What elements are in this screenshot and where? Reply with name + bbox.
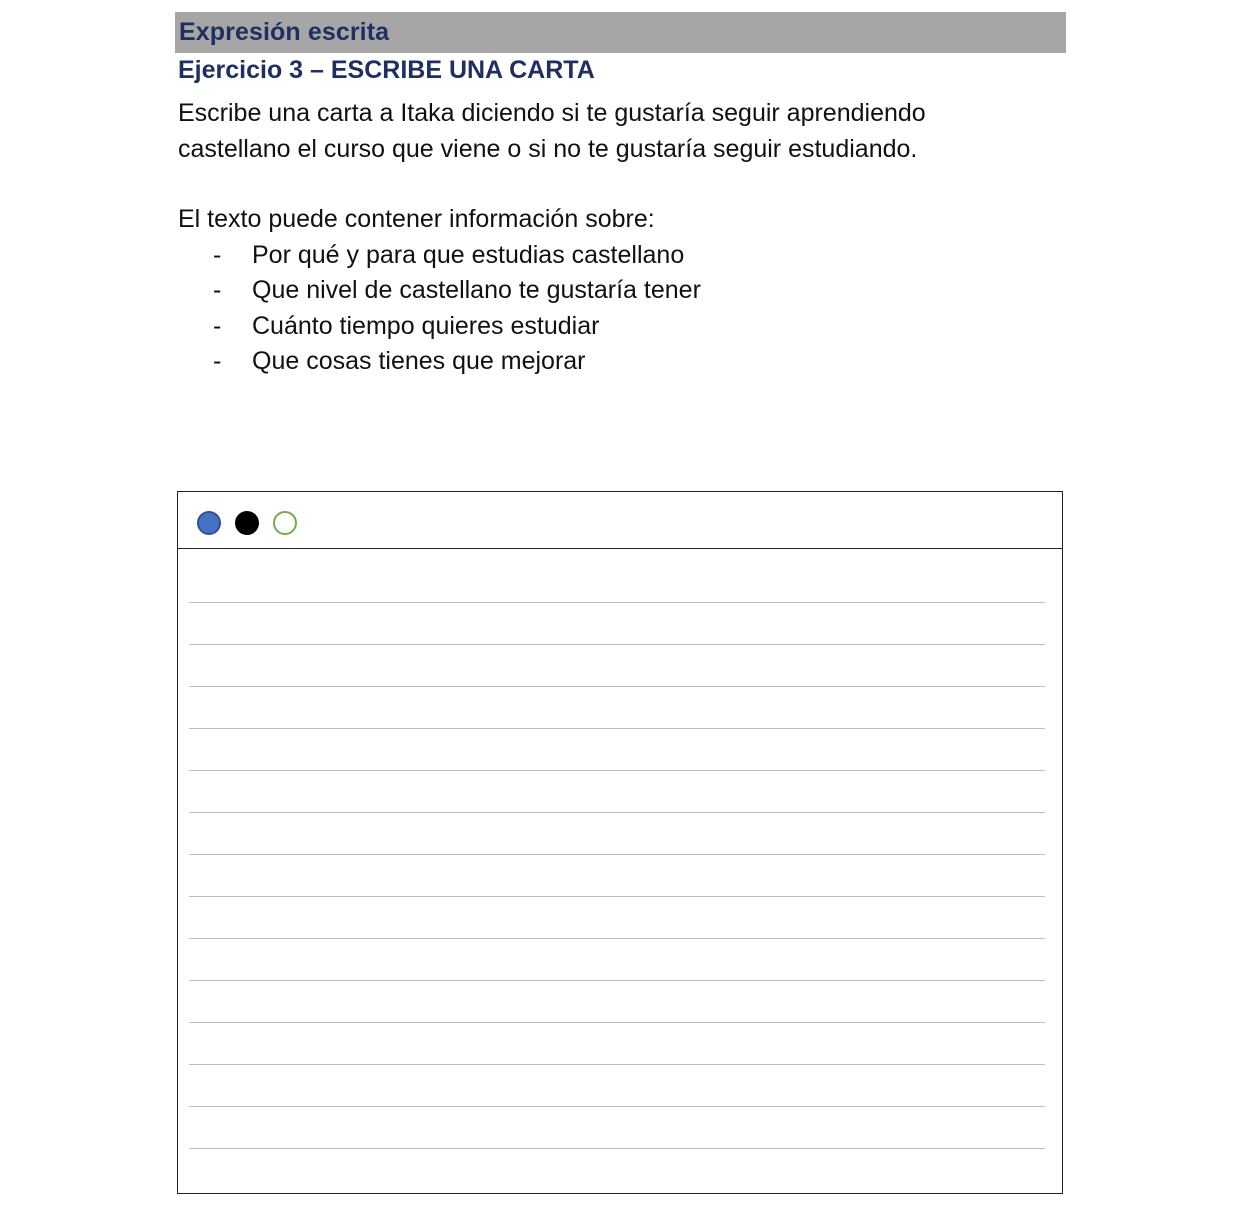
- instruction-line-1: Escribe una carta a Itaka diciendo si te gustaría seguir aprendiendo: [178, 99, 926, 127]
- ruled-line: [189, 896, 1045, 897]
- topic-text: Que cosas tienes que mejorar: [252, 347, 586, 375]
- section-title: Expresión escrita: [179, 18, 390, 46]
- bullet-dash: -: [213, 240, 222, 269]
- exercise-instructions: [178, 96, 1058, 167]
- list-item: [178, 309, 1058, 345]
- exercise-title: Ejercicio 3 – ESCRIBE UNA CARTA: [178, 56, 595, 84]
- black-circle-icon: [235, 511, 259, 535]
- topics-section: [178, 202, 1058, 380]
- ruled-line: [189, 1106, 1045, 1107]
- topics-list: [178, 238, 1058, 380]
- topic-text: Que nivel de castellano te gustaría tener: [252, 276, 701, 304]
- ruled-line: [189, 1064, 1045, 1065]
- instruction-line-2: castellano el curso que viene o si no te gustaría seguir estudiando.: [178, 134, 918, 163]
- blue-circle-icon: [197, 511, 221, 535]
- ruled-line: [189, 980, 1045, 981]
- list-item: [178, 273, 1058, 309]
- ruled-line: [189, 1022, 1045, 1023]
- ruled-line: [189, 770, 1045, 771]
- topics-intro: El texto puede contener información sobre:: [178, 205, 655, 233]
- ruled-line: [189, 602, 1045, 603]
- list-item: [178, 238, 1058, 274]
- bullet-dash: -: [213, 347, 222, 375]
- writing-area[interactable]: [177, 491, 1063, 1194]
- list-item: [178, 344, 1058, 380]
- section-header-bar: [175, 12, 1066, 53]
- green-outline-circle-icon: [273, 511, 297, 535]
- ruled-line: [189, 644, 1045, 645]
- ruled-line: [189, 854, 1045, 855]
- topic-text: Cuánto tiempo quieres estudiar: [252, 311, 600, 340]
- ruled-line: [189, 812, 1045, 813]
- ruled-line: [189, 728, 1045, 729]
- writing-area-header: [178, 492, 1062, 549]
- bullet-dash: -: [213, 311, 222, 340]
- topic-text: Por qué y para que estudias castellano: [252, 240, 685, 269]
- ruled-line: [189, 938, 1045, 939]
- ruled-line: [189, 686, 1045, 687]
- bullet-dash: -: [213, 276, 222, 304]
- ruled-line: [189, 1148, 1045, 1149]
